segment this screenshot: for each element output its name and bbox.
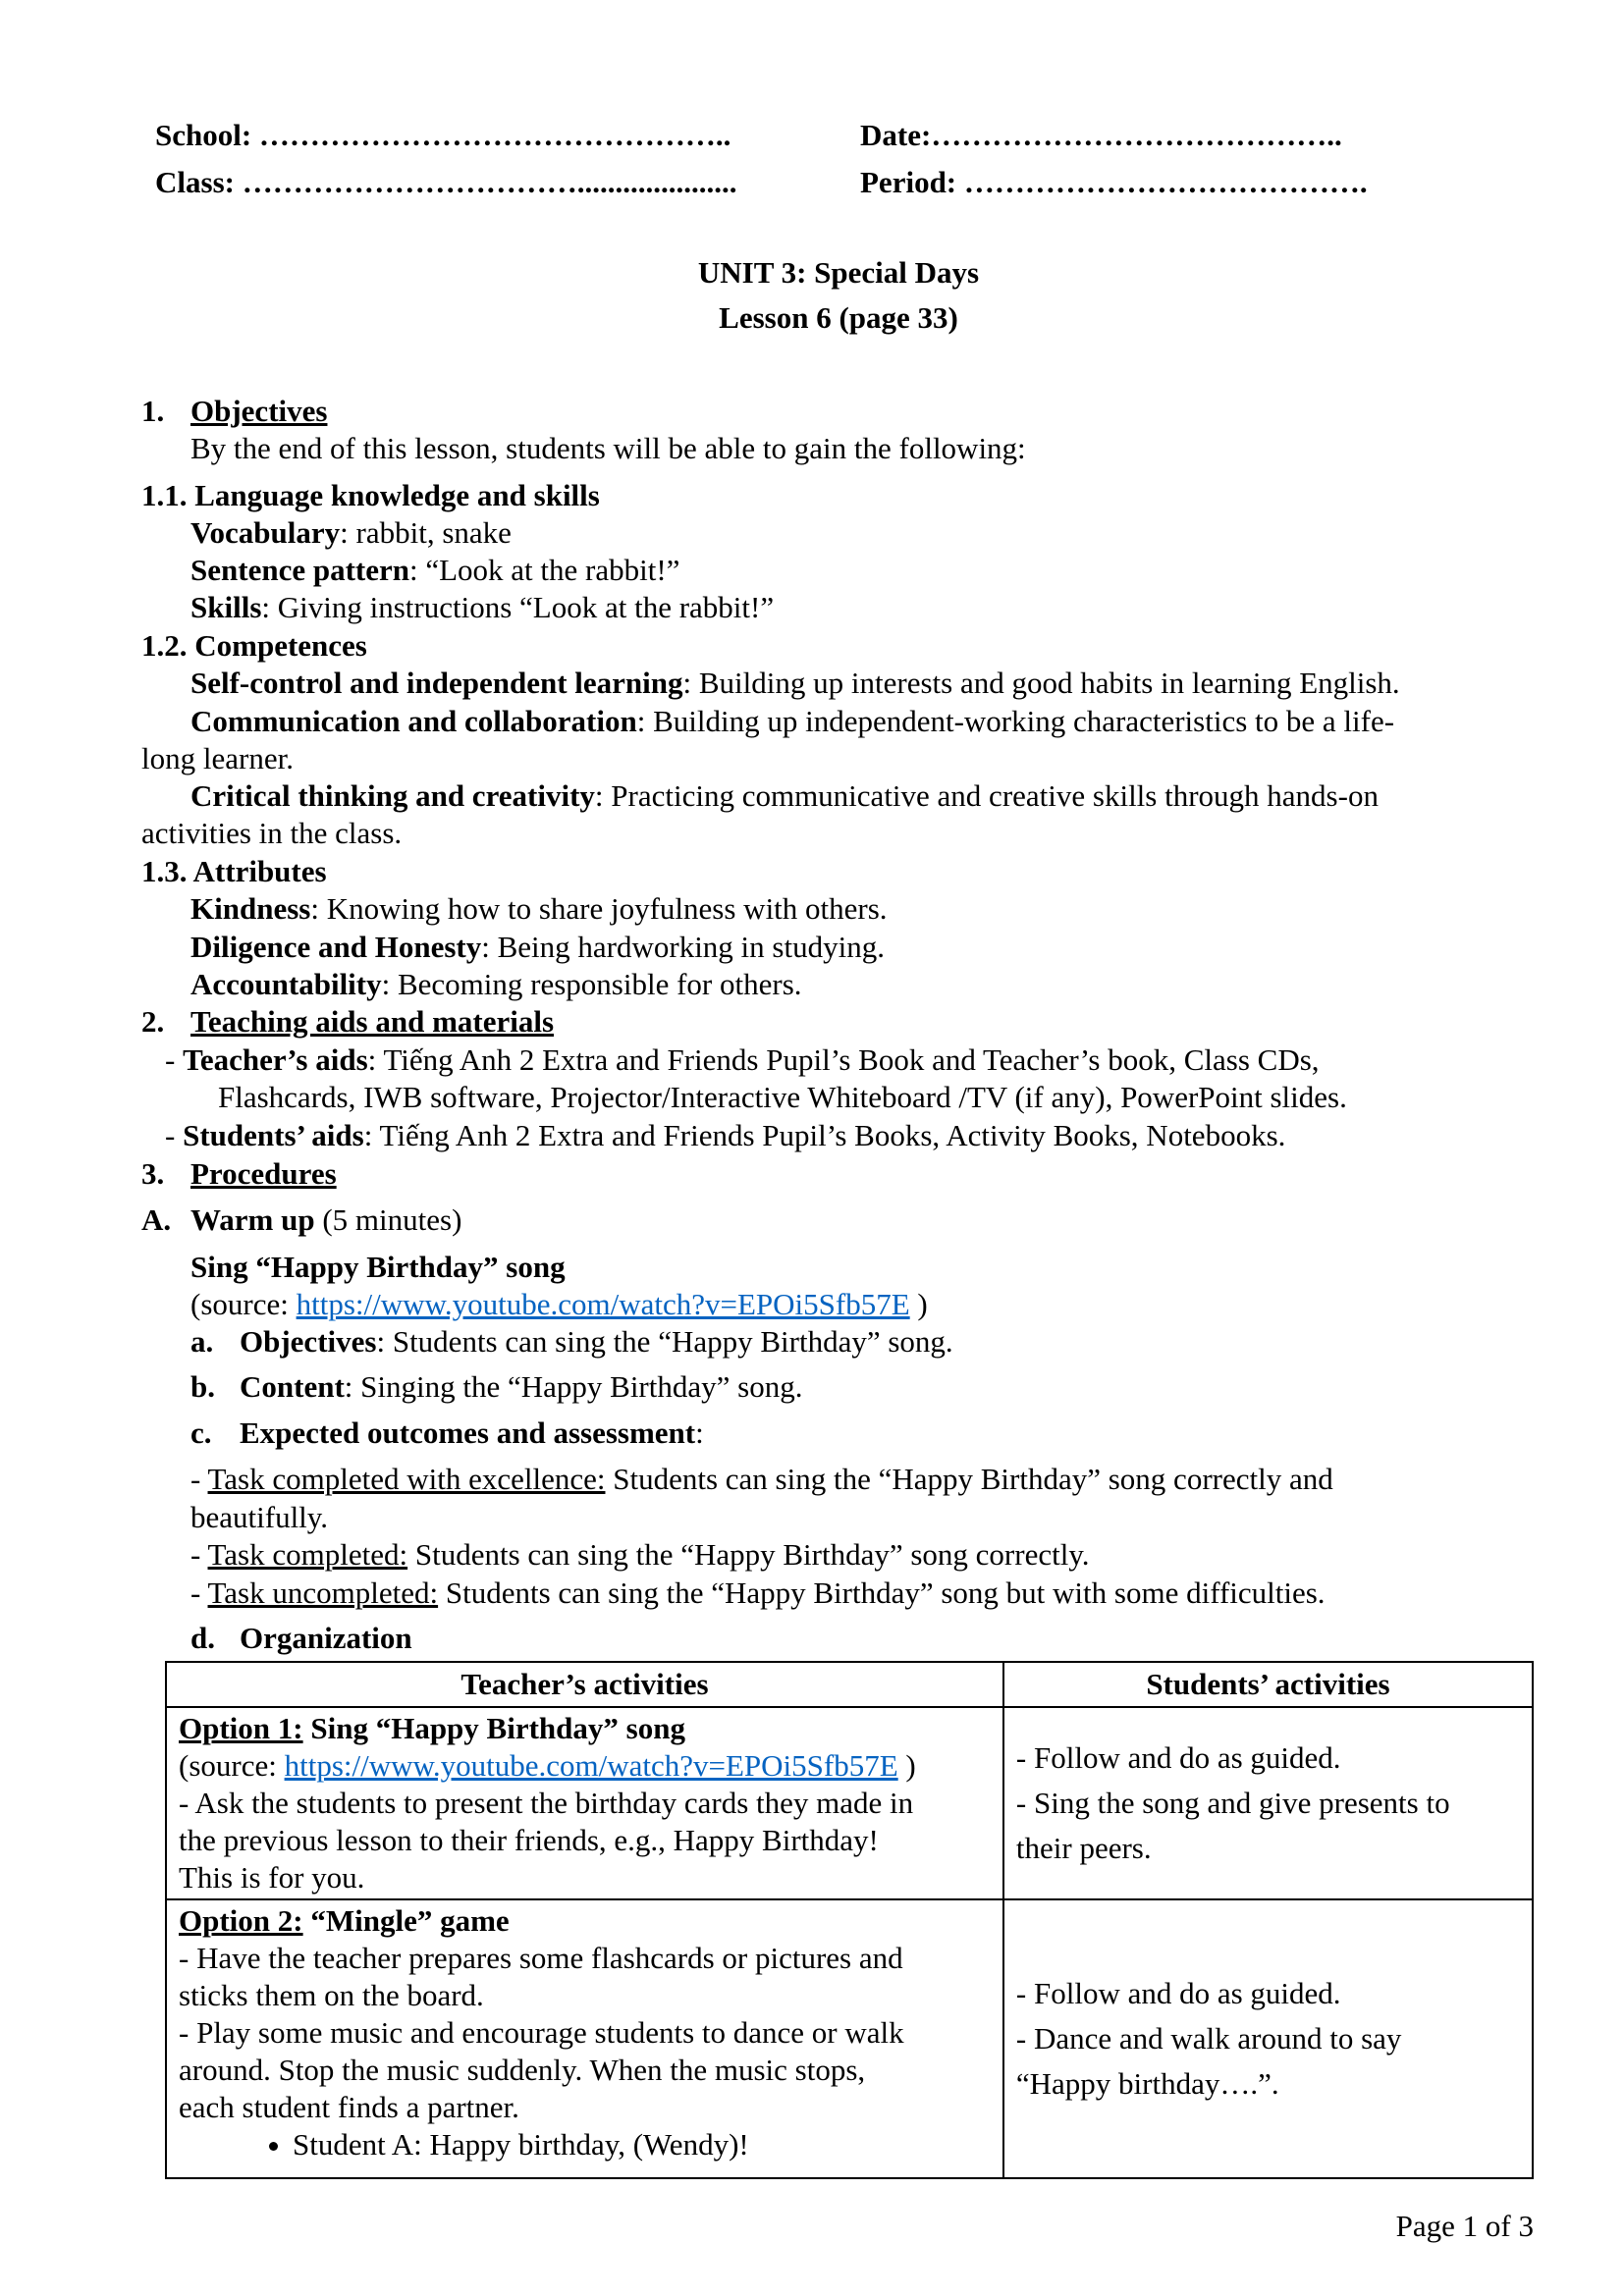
communication-line-cont: long learner. [141, 741, 294, 775]
organization-table [165, 1661, 1534, 2179]
procedures-number: 3. [141, 1156, 165, 1191]
language-skills-heading: 1.1. Language knowledge and skills [141, 478, 600, 512]
source-link[interactable]: https://www.youtube.com/watch?v=EPOi5Sfb57E [296, 1287, 910, 1321]
option1-source: (source: https://www.youtube.com/watch?v=EPOi5Sfb57E ) [179, 1748, 916, 1783]
lesson-title: Lesson 6 (page 33) [719, 300, 958, 335]
content-letter: b. [190, 1369, 215, 1404]
aids-heading: Teaching aids and materials [190, 1004, 555, 1039]
organization-heading: Organization [240, 1621, 412, 1655]
sentence-pattern-line: Sentence pattern: “Look at the rabbit!” [190, 553, 680, 587]
procedures-heading: Procedures [190, 1156, 337, 1191]
option2-line: sticks them on the board. [179, 1978, 484, 2012]
song-title: Sing “Happy Birthday” song [190, 1250, 566, 1284]
option2-title: Option 2: “Mingle” game [179, 1903, 510, 1938]
communication-line: Communication and collaboration: Building up independent-working characteristics to be a life- [190, 704, 1395, 738]
warmup-outcomes: Expected outcomes and assessment: [240, 1415, 704, 1450]
teacher-aids-line-cont: Flashcards, IWB software, Projector/Interactive Whiteboard /TV (if any), PowerPoint slides. [218, 1080, 1347, 1114]
teacher-activities-header: Teacher’s activities [166, 1662, 1003, 1707]
outcomes-letter: c. [190, 1415, 212, 1450]
warmup-content: Content: Singing the “Happy Birthday” song. [240, 1369, 803, 1404]
option1-student-line: - Follow and do as guided. [1015, 1740, 1341, 1775]
option1-student-line: their peers. [1015, 1831, 1152, 1865]
task-excellence-line-cont: beautifully. [190, 1500, 329, 1534]
competences-heading: 1.2. Competences [141, 628, 367, 663]
class-field: Class: ……………………………..................... [155, 165, 737, 199]
period-field: Period: …………………………………. [860, 165, 1368, 199]
teacher-aids-line: - Teacher’s aids: Tiếng Anh 2 Extra and Friends Pupil’s Book and Teacher’s book, Class CDs, [165, 1042, 1320, 1077]
critical-thinking-line: Critical thinking and creativity: Practicing communicative and creative skills through hands-on [190, 778, 1379, 813]
option2-line: each student finds a partner. [179, 2090, 519, 2124]
school-field: School: ……………………………………….. [155, 118, 731, 152]
option2-student-line: “Happy birthday….”. [1015, 2066, 1279, 2101]
option1-line: This is for you. [179, 1860, 365, 1895]
objectives-number: 1. [141, 394, 165, 428]
critical-thinking-line-cont: activities in the class. [141, 816, 403, 850]
diligence-line: Diligence and Honesty: Being hardworking in studying. [190, 930, 885, 964]
song-source: (source: https://www.youtube.com/watch?v=EPOi5Sfb57E ) [190, 1287, 928, 1321]
table-row [166, 1899, 1533, 2178]
page-number: Page 1 of 3 [1395, 2209, 1534, 2243]
option1-student-line: - Sing the song and give presents to [1015, 1786, 1450, 1820]
kindness-line: Kindness: Knowing how to share joyfulness with others. [190, 891, 888, 926]
option2-bullet-item: Student A: Happy birthday, (Wendy)! [179, 2126, 991, 2163]
accountability-line: Accountability: Becoming responsible for others. [190, 967, 802, 1001]
attributes-heading: 1.3. Attributes [141, 854, 327, 888]
option1-source-link[interactable]: https://www.youtube.com/watch?v=EPOi5Sfb57E [284, 1748, 898, 1783]
unit-title: UNIT 3: Special Days [697, 255, 980, 290]
option2-line: - Have the teacher prepares some flashcards or pictures and [179, 1941, 903, 1975]
option2-student-line: - Follow and do as guided. [1015, 1976, 1341, 2010]
student-aids-line: - Students’ aids: Tiếng Anh 2 Extra and Friends Pupil’s Books, Activity Books, Notebooks. [165, 1118, 1286, 1152]
table-row [166, 1707, 1533, 1899]
skills-line: Skills: Giving instructions “Look at the rabbit!” [190, 590, 775, 624]
option1-title: Option 1: Sing “Happy Birthday” song [179, 1711, 685, 1745]
organization-letter: d. [190, 1621, 215, 1655]
option2-student-line: - Dance and walk around to say [1015, 2021, 1402, 2056]
option2-teacher-cell [166, 1899, 1003, 2178]
task-uncompleted-line: - Task uncompleted: Students can sing the “Happy Birthday” song but with some difficulties. [190, 1575, 1326, 1610]
option1-line: the previous lesson to their friends, e.g., Happy Birthday! [179, 1823, 879, 1857]
table-header-row [166, 1662, 1533, 1707]
students-activities-header: Students’ activities [1003, 1662, 1533, 1707]
warmup-heading: Warm up (5 minutes) [190, 1202, 462, 1237]
warmup-letter: A. [141, 1202, 172, 1237]
aids-number: 2. [141, 1004, 165, 1039]
vocabulary-line: Vocabulary: rabbit, snake [190, 515, 512, 550]
option1-teacher-cell [166, 1707, 1003, 1899]
task-excellence-line: - Task completed with excellence: Students can sing the “Happy Birthday” song correctly and [190, 1462, 1333, 1496]
objectives-intro: By the end of this lesson, students will be able to gain the following: [190, 431, 1026, 465]
option1-students-cell [1003, 1707, 1533, 1899]
self-control-line: Self-control and independent learning: Building up interests and good habits in learning English. [190, 666, 1400, 700]
task-completed-line: - Task completed: Students can sing the “Happy Birthday” song correctly. [190, 1537, 1090, 1572]
option2-students-cell [1003, 1899, 1533, 2178]
option1-line: - Ask the students to present the birthday cards they made in [179, 1786, 914, 1820]
warmup-objectives: Objectives: Students can sing the “Happy Birthday” song. [240, 1324, 953, 1359]
objectives-letter: a. [190, 1324, 214, 1359]
date-field: Date:………………………………….. [860, 118, 1342, 152]
option2-line: around. Stop the music suddenly. When the music stops, [179, 2053, 866, 2087]
option2-line: - Play some music and encourage students to dance or walk [179, 2015, 904, 2050]
objectives-heading: Objectives [190, 394, 328, 428]
